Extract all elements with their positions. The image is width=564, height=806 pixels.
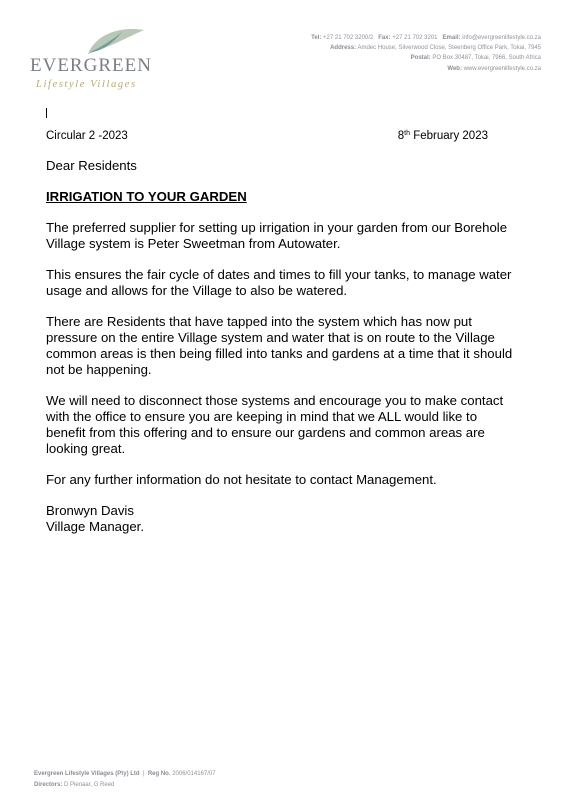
letterhead-contact: [311, 33, 541, 74]
text-cursor: [46, 108, 47, 118]
letter-date: 8th February 2023: [397, 130, 488, 142]
contact-line-phone: Tel: +27 21 702 3200/2 Fax: +27 21 702 3201 Email: info@evergreenlifestyle.co.za: [311, 35, 541, 41]
footer-directors-line: Directors: D Pienaar, G Reed: [34, 781, 115, 788]
paragraph: For any further information do not hesitate to contact Management.: [46, 472, 437, 487]
paragraph: There are Residents that have tapped into the system which has now put pressure on the entire Village system and water that is on route to the Village common areas is then being filled into tanks and gardens at a time that it should not be happening.: [46, 314, 513, 377]
circular-reference: Circular 2 -2023: [46, 130, 128, 142]
paragraph: We will need to disconnect those systems and encourage you to make contact with the office to ensure you are keeping in mind that we ALL would like to benefit from this offering and to ensure our gardens and common areas are looking great.: [46, 393, 504, 456]
web-link[interactable]: www.evergreenlifestyle.co.za: [463, 65, 541, 72]
letter-body: [46, 158, 516, 535]
salutation: Dear Residents: [46, 158, 137, 173]
leaf-logo-icon: [82, 24, 152, 58]
reference-row: [46, 130, 488, 142]
contact-line-postal: Postal: PO Box 30487, Tokai, 7966, South Africa: [410, 55, 541, 62]
company-logo: [30, 24, 160, 94]
email-link[interactable]: info@evergreenlifestyle.co.za: [462, 35, 541, 41]
paragraph: This ensures the fair cycle of dates and times to fill your tanks, to manage water usage and allows for the Village to also be watered.: [46, 267, 512, 298]
footer-company-line: Evergreen Lifestyle Villages (Pty) Ltd | Reg No. 2006/014167/07: [34, 771, 216, 777]
signature-name: Bronwyn Davis: [46, 503, 134, 518]
letter-heading: IRRIGATION TO YOUR GARDEN: [46, 189, 247, 204]
page-footer: [34, 769, 216, 790]
logo-tagline: Lifestyle Villages: [36, 79, 137, 90]
paragraph: The preferred supplier for setting up irrigation in your garden from our Borehole Village system is Peter Sweetman from Autowater.: [46, 220, 508, 251]
signature-title: Village Manager.: [46, 519, 144, 534]
logo-wordmark: EVERGREEN: [30, 55, 152, 76]
contact-line-web: Web: www.evergreenlifestyle.co.za: [447, 65, 541, 72]
contact-line-address: Address: Amdec House, Silverwood Close, Steenberg Office Park, Tokai, 7945: [330, 45, 541, 52]
